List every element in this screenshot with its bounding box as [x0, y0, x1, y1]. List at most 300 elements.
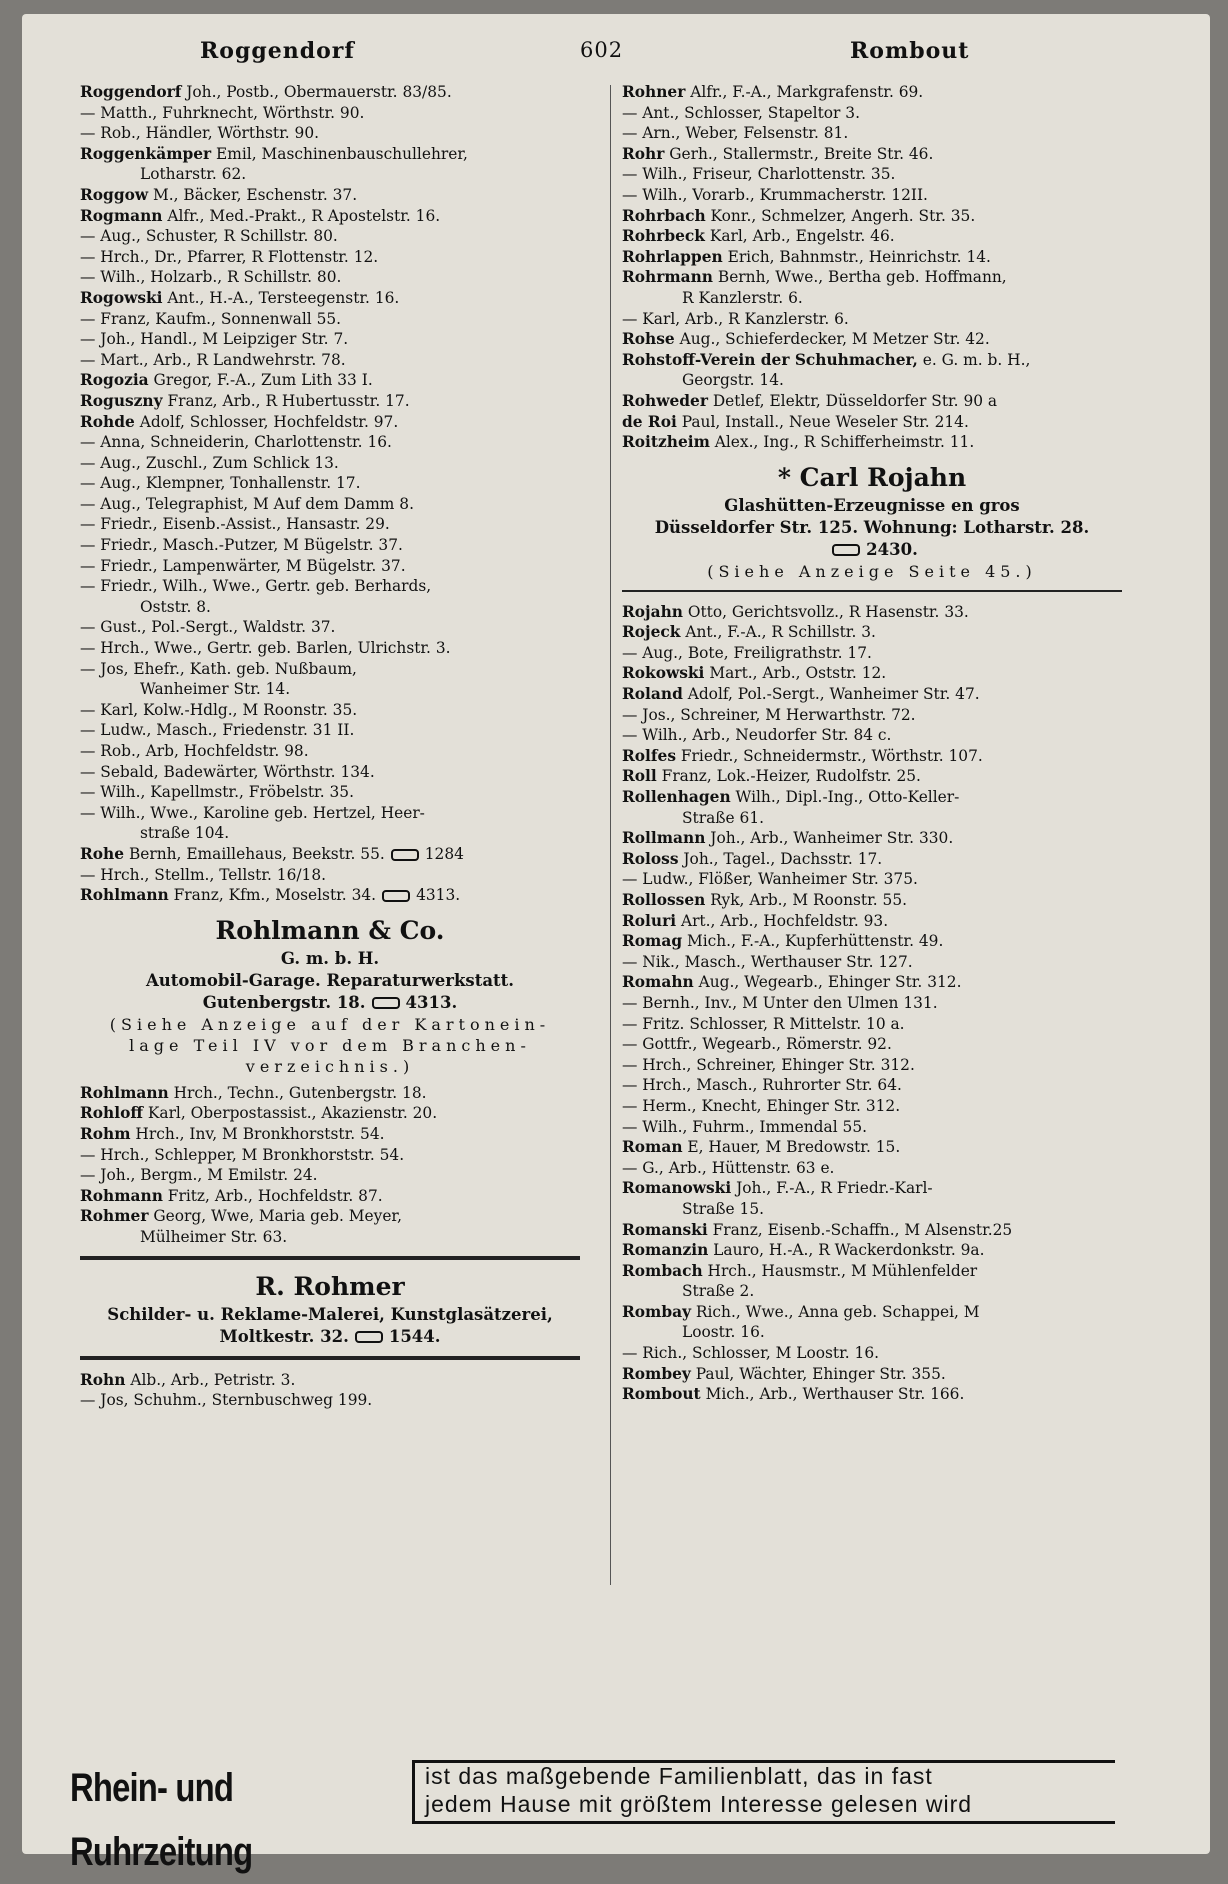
ad-rohlmann [80, 914, 580, 1077]
directory-entry [622, 1220, 1122, 1241]
ad-title: * Carl Rojahn [777, 462, 967, 492]
entry-name: Rogowski [80, 288, 163, 307]
directory-entry [80, 865, 580, 886]
ad-see: lage Teil IV vor dem Branchen- [129, 1035, 531, 1055]
directory-entry [80, 720, 580, 741]
entry-name: de Roi [622, 412, 677, 431]
banner-box [412, 1760, 1115, 1824]
entry-name: Rohrbach [622, 206, 706, 225]
directory-entry [622, 1261, 1122, 1282]
entry-text: — Gust., Pol.-Sergt., Waldstr. 37. [80, 618, 336, 637]
entry-text: Hrch., Techn., Gutenbergstr. 18. [168, 1083, 427, 1102]
entry-text: — Karl, Kolw.-Hdlg., M Roonstr. 35. [80, 700, 358, 719]
column-divider [610, 85, 611, 1585]
directory-entry [80, 288, 580, 309]
entry-text: — Friedr., Wilh., Wwe., Gertr. geb. Berhards, [80, 577, 432, 596]
entry-name: Rollmann [622, 829, 706, 848]
entry-text: Aug., Schieferdecker, M Metzer Str. 42. [674, 330, 990, 349]
rule [80, 1356, 580, 1360]
entry-text: — Friedr., Eisenb.-Assist., Hansastr. 29. [80, 515, 390, 534]
entry-name: Rohse [622, 330, 675, 349]
entry-text: Detlef, Elektr, Düsseldorfer Str. 90 a [707, 391, 998, 410]
entry-text: Erich, Bahnmstr., Heinrichstr. 14. [722, 247, 991, 266]
entry-text: — Aug., Bote, Freiligrathstr. 17. [622, 643, 872, 662]
entry-text: — Bernh., Inv., M Unter den Ulmen 131. [622, 993, 938, 1012]
directory-entry [80, 453, 580, 474]
entry-text: — Joh., Handl., M Leipziger Str. 7. [80, 330, 349, 349]
entry-text: Wanheimer Str. 14. [140, 680, 291, 699]
entry-name: Rollenhagen [622, 788, 731, 807]
entry-name: Rombach [622, 1261, 703, 1280]
directory-entry [80, 350, 580, 371]
directory-entry [80, 1124, 580, 1145]
entry-name: Roguszny [80, 391, 163, 410]
entry-name: Rohner [622, 83, 686, 101]
directory-entry [80, 432, 580, 453]
newspaper-banner [70, 1756, 1122, 1874]
directory-entry [622, 1240, 1122, 1261]
entry-text: — Wilh., Holzarb., R Schillstr. 80. [80, 268, 342, 287]
entry-name: Rohlmann [80, 1083, 169, 1102]
directory-entry [622, 309, 1122, 330]
entry-text: Joh., F.-A., R Friedr.-Karl- [731, 1179, 933, 1198]
entry-name: Roloss [622, 849, 679, 868]
directory-entry [622, 391, 1122, 412]
directory-entry [80, 144, 580, 165]
entry-name: Roggendorf [80, 83, 182, 101]
directory-entry [80, 1165, 580, 1186]
entry-text: Fritz, Arb., Hochfeldstr. 87. [162, 1186, 383, 1205]
entry-name: Rohrmann [622, 268, 713, 287]
directory-entry [622, 1117, 1122, 1138]
directory-entry [80, 844, 580, 865]
ad-rojahn [622, 461, 1122, 582]
directory-entry [622, 206, 1122, 227]
directory-entry [80, 494, 580, 515]
directory-entry [80, 679, 580, 700]
directory-entry [80, 803, 580, 824]
directory-entry [622, 622, 1122, 643]
directory-entry [622, 643, 1122, 664]
directory-entry [622, 370, 1122, 391]
directory-entry [622, 1055, 1122, 1076]
entry-text: — Jos., Schreiner, M Herwarthstr. 72. [622, 705, 916, 724]
directory-entry [622, 725, 1122, 746]
entry-text: Paul, Install., Neue Weseler Str. 214. [676, 412, 969, 431]
page-number: 602 [580, 38, 624, 62]
ad-see: (Siehe Anzeige Seite 45.) [707, 561, 1037, 581]
entry-text: Lauro, H.-A., R Wackerdonkstr. 9a. [708, 1241, 985, 1260]
telephone-icon [832, 544, 860, 556]
ad-address: Düsseldorfer Str. 125. Wohnung: Lotharstr. 28. [654, 517, 1090, 537]
directory-entry [622, 144, 1122, 165]
directory-entry [622, 1384, 1122, 1405]
entry-text: — Hrch., Stellm., Tellstr. 16/18. [80, 865, 327, 884]
entry-text: Straße 2. [682, 1282, 755, 1301]
directory-entry [622, 1199, 1122, 1220]
entry-list [622, 82, 1122, 453]
directory-entry [622, 164, 1122, 185]
directory-entry [80, 226, 580, 247]
directory-entry [622, 602, 1122, 623]
ad-address: Gutenbergstr. 18. 4313. [202, 992, 458, 1012]
entry-name: Roggow [80, 185, 149, 204]
ad-title: Rohlmann & Co. [215, 915, 445, 945]
directory-entry [80, 700, 580, 721]
entry-name: Rombout [622, 1385, 701, 1404]
directory-entry [80, 885, 580, 906]
entry-text: — Anna, Schneiderin, Charlottenstr. 16. [80, 433, 392, 452]
directory-entry [622, 972, 1122, 993]
directory-entry [622, 766, 1122, 787]
directory-entry [80, 82, 580, 103]
entry-text: Oststr. 8. [140, 597, 211, 616]
directory-entry [622, 1343, 1122, 1364]
entry-name: Rohm [80, 1124, 131, 1143]
entry-text: — Rich., Schlosser, M Loostr. 16. [622, 1344, 880, 1363]
entry-text: — Wilh., Vorarb., Krummacherstr. 12II. [622, 185, 928, 204]
entry-name: Rojeck [622, 623, 681, 642]
entry-text: — Mart., Arb., R Landwehrstr. 78. [80, 350, 346, 369]
entry-text: Joh., Tagel., Dachsstr. 17. [678, 849, 883, 868]
entry-name: Rojahn [622, 602, 683, 621]
directory-entry [622, 247, 1122, 268]
entry-text: Bernh, Emaillehaus, Beekstr. 55. [124, 844, 385, 863]
entry-name: Rogmann [80, 206, 163, 225]
entry-name: Rohe [80, 844, 125, 863]
entry-text: — Franz, Kaufm., Sonnenwall 55. [80, 309, 342, 328]
entry-name: Rogozia [80, 371, 149, 390]
directory-entry [80, 556, 580, 577]
entry-text: Rich., Wwe., Anna geb. Schappei, M [691, 1302, 980, 1321]
directory-entry [622, 993, 1122, 1014]
entry-text: Georg, Wwe, Maria geb. Meyer, [148, 1207, 402, 1226]
entry-text: — Hrch., Dr., Pfarrer, R Flottenstr. 12. [80, 247, 379, 266]
entry-text: — Jos, Ehefr., Kath. geb. Nußbaum, [80, 659, 357, 678]
entry-list [80, 1083, 580, 1248]
directory-entry [80, 391, 580, 412]
entry-text: Paul, Wächter, Ehinger Str. 355. [690, 1364, 946, 1383]
entry-text: — Rob., Arb, Hochfeldstr. 98. [80, 742, 309, 760]
banner-brand: Rhein- und Ruhrzeitung [70, 1766, 253, 1874]
entry-text: Franz, Lok.-Heizer, Rudolfstr. 25. [656, 767, 921, 786]
entry-text: — Aug., Telegraphist, M Auf dem Damm 8. [80, 494, 414, 513]
entry-text: — Aug., Schuster, R Schillstr. 80. [80, 227, 338, 246]
entry-text: — Hrch., Schreiner, Ehinger Str. 312. [622, 1055, 915, 1074]
directory-entry [80, 247, 580, 268]
entry-text: — Ant., Schlosser, Stapeltor 3. [622, 103, 860, 122]
entry-text: — Sebald, Badewärter, Wörthstr. 134. [80, 762, 375, 781]
entry-text: — Ludw., Flößer, Wanheimer Str. 375. [622, 870, 918, 889]
entry-text: Georgstr. 14. [682, 371, 784, 390]
entry-name: Romanski [622, 1220, 708, 1239]
entry-text: M., Bäcker, Eschenstr. 37. [148, 185, 358, 204]
entry-text: Otto, Gerichtsvollz., R Hasenstr. 33. [682, 602, 969, 621]
entry-text: Aug., Wegearb., Ehinger Str. 312. [693, 973, 962, 992]
directory-entry [80, 659, 580, 680]
directory-entry [622, 185, 1122, 206]
entry-text: — Friedr., Lampenwärter, M Bügelstr. 37. [80, 556, 406, 575]
entry-text: Loostr. 16. [682, 1323, 765, 1342]
directory-entry [80, 1186, 580, 1207]
entry-text: Adolf, Pol.-Sergt., Wanheimer Str. 47. [682, 685, 980, 704]
directory-entry [622, 1034, 1122, 1055]
directory-entry [80, 741, 580, 762]
entry-text: — Aug., Zuschl., Zum Schlick 13. [80, 453, 339, 472]
entry-text: — Hrch., Masch., Ruhrorter Str. 64. [622, 1076, 902, 1095]
banner-line: ist das maßgebende Familienblatt, das in fast [425, 1763, 933, 1789]
directory-entry [80, 535, 580, 556]
ad-rohmer [80, 1270, 580, 1348]
entry-text: Ant., F.-A., R Schillstr. 3. [680, 623, 876, 642]
entry-text: Konr., Schmelzer, Angerh. Str. 35. [705, 206, 976, 225]
entry-text: Art., Arb., Hochfeldstr. 93. [676, 911, 889, 930]
header-left: Roggendorf [200, 38, 355, 64]
entry-text: — Wilh., Wwe., Karoline geb. Hertzel, Heer- [80, 803, 425, 822]
directory-entry [622, 103, 1122, 124]
directory-entry [80, 1103, 580, 1124]
directory-entry [622, 1322, 1122, 1343]
entry-list [622, 602, 1122, 1405]
entry-text: Straße 61. [682, 808, 765, 827]
directory-entry [80, 370, 580, 391]
directory-entry [622, 288, 1122, 309]
rule [80, 1256, 580, 1260]
ad-see: (Siehe Anzeige auf der Kartonein- [109, 1014, 551, 1034]
directory-entry [622, 1281, 1122, 1302]
directory-entry [80, 1145, 580, 1166]
entry-text: Karl, Arb., Engelstr. 46. [704, 227, 895, 246]
entry-name: Roll [622, 767, 657, 786]
directory-entry [622, 911, 1122, 932]
directory-entry [622, 1014, 1122, 1035]
directory-entry [622, 432, 1122, 453]
entry-phone: 1284 [424, 844, 464, 863]
entry-phone: 4313. [416, 886, 461, 905]
entry-text: Gregor, F.-A., Zum Lith 33 I. [148, 371, 373, 390]
directory-entry [622, 412, 1122, 433]
entry-text: Alfr., F.-A., Markgrafenstr. 69. [685, 83, 924, 101]
entry-text: Hrch., Inv, M Bronkhorststr. 54. [130, 1124, 385, 1143]
entry-text: Emil, Maschinenbauschullehrer, [211, 144, 468, 163]
directory-entry [622, 226, 1122, 247]
entry-name: Rohr [622, 144, 665, 163]
directory-entry [80, 617, 580, 638]
entry-text: R Kanzlerstr. 6. [682, 288, 803, 307]
directory-entry [80, 597, 580, 618]
directory-entry [622, 890, 1122, 911]
telephone-icon [382, 890, 410, 902]
directory-entry [622, 746, 1122, 767]
entry-name: Rohn [80, 1370, 126, 1389]
directory-entry [622, 684, 1122, 705]
directory-entry [80, 1083, 580, 1104]
directory-entry [80, 576, 580, 597]
directory-entry [622, 869, 1122, 890]
entry-text: Alfr., Med.-Prakt., R Apostelstr. 16. [162, 206, 441, 225]
entry-name: Roggenkämper [80, 144, 212, 163]
banner-line: jedem Hause mit größtem Interesse gelesen wird [425, 1791, 973, 1817]
directory-entry [622, 329, 1122, 350]
entry-text: Straße 15. [682, 1199, 765, 1218]
directory-page [70, 30, 1122, 1874]
entry-text: Franz, Eisenb.-Schaffn., M Alsenstr.25 [707, 1220, 1013, 1239]
entry-text: — Wilh., Friseur, Charlottenstr. 35. [622, 165, 896, 184]
directory-entry [622, 808, 1122, 829]
entry-name: Rokowski [622, 664, 705, 683]
telephone-icon [372, 997, 400, 1009]
directory-entry [80, 1370, 580, 1391]
telephone-icon [355, 1331, 383, 1343]
directory-entry [80, 1227, 580, 1248]
directory-entry [80, 123, 580, 144]
entry-text: straße 104. [140, 824, 230, 843]
entry-text: — Wilh., Kapellmstr., Fröbelstr. 35. [80, 783, 354, 802]
directory-entry [622, 663, 1122, 684]
ad-see: verzeichnis.) [245, 1056, 415, 1076]
entry-name: Rohweder [622, 391, 708, 410]
ad-line: Automobil-Garage. Reparaturwerkstatt. [145, 970, 515, 990]
entry-name: Rohlmann [80, 886, 169, 905]
ad-title: R. Rohmer [255, 1271, 405, 1301]
entry-text: E, Hauer, M Bredowstr. 15. [682, 1138, 901, 1157]
entry-text: — Wilh., Fuhrm., Immendal 55. [622, 1117, 868, 1136]
directory-entry [80, 185, 580, 206]
entry-text: — Arn., Weber, Felsenstr. 81. [622, 124, 849, 143]
ad-line: Glashütten-Erzeugnisse en gros [724, 495, 1020, 515]
entry-list [80, 82, 580, 906]
entry-text: — Wilh., Arb., Neudorfer Str. 84 c. [622, 726, 892, 745]
entry-name: Rohmann [80, 1186, 163, 1205]
directory-entry [622, 1178, 1122, 1199]
directory-entry [622, 82, 1122, 103]
entry-name: Rolfes [622, 746, 676, 765]
directory-entry [80, 473, 580, 494]
telephone-icon [391, 849, 419, 861]
entry-text: Friedr., Schneidermstr., Wörthstr. 107. [675, 746, 983, 765]
entry-text: Hrch., Hausmstr., M Mühlenfelder [702, 1261, 978, 1280]
entry-text: Ant., H.-A., Tersteegenstr. 16. [162, 288, 400, 307]
directory-entry [622, 123, 1122, 144]
entry-name: Rombey [622, 1364, 691, 1383]
entry-text: Ryk, Arb., M Roonstr. 55. [705, 891, 908, 909]
entry-text: Alb., Arb., Petristr. 3. [125, 1370, 296, 1389]
directory-entry [622, 1302, 1122, 1323]
entry-name: Romahn [622, 973, 694, 992]
directory-entry [622, 931, 1122, 952]
directory-entry [80, 164, 580, 185]
entry-text: Joh., Postb., Obermauerstr. 83/85. [181, 83, 452, 101]
entry-name: Roland [622, 685, 683, 704]
directory-entry [622, 267, 1122, 288]
entry-text: — Herm., Knecht, Ehinger Str. 312. [622, 1096, 901, 1115]
directory-entry [80, 823, 580, 844]
entry-text: — Fritz. Schlosser, R Mittelstr. 10 a. [622, 1014, 905, 1033]
directory-entry [622, 849, 1122, 870]
directory-entry [622, 828, 1122, 849]
entry-text: Bernh, Wwe., Bertha geb. Hoffmann, [713, 268, 1007, 287]
directory-entry [622, 350, 1122, 371]
rule [622, 590, 1122, 592]
directory-entry [622, 1158, 1122, 1179]
entry-text: — Joh., Bergm., M Emilstr. 24. [80, 1166, 318, 1185]
entry-name: Roman [622, 1138, 683, 1157]
entry-text: — Nik., Masch., Werthauser Str. 127. [622, 952, 913, 971]
header-right: Rombout [850, 38, 970, 64]
ad-phone: 2430. [622, 539, 1122, 561]
entry-text: Alex., Ing., R Schifferheimstr. 11. [709, 433, 975, 452]
entry-text: — Ludw., Masch., Friedenstr. 31 II. [80, 721, 355, 740]
entry-name: Romanowski [622, 1179, 732, 1198]
ad-subtitle: G. m. b. H. [280, 948, 380, 968]
entry-text: e. G. m. b. H., [917, 350, 1031, 369]
entry-name: Rombay [622, 1302, 692, 1321]
entry-list [80, 1370, 580, 1411]
directory-entry [80, 1206, 580, 1227]
entry-text: Mülheimer Str. 63. [140, 1227, 288, 1246]
entry-name: Roluri [622, 911, 677, 930]
ad-line: Schilder- u. Reklame-Malerei, Kunstglasätzerei, [107, 1304, 553, 1324]
entry-name: Rohloff [80, 1104, 143, 1123]
entry-text: Franz, Kfm., Moselstr. 34. [168, 886, 377, 905]
directory-entry [622, 705, 1122, 726]
directory-entry [80, 412, 580, 433]
entry-text: — G., Arb., Hüttenstr. 63 e. [622, 1158, 835, 1177]
entry-name: Rohstoff-Verein der Schuhmacher, [622, 350, 918, 369]
entry-name: Rohmer [80, 1207, 149, 1226]
entry-text: Mart., Arb., Oststr. 12. [704, 664, 887, 683]
entry-name: Roitzheim [622, 433, 710, 452]
directory-entry [80, 309, 580, 330]
directory-entry [622, 787, 1122, 808]
entry-text: Karl, Oberpostassist., Akazienstr. 20. [143, 1104, 438, 1123]
entry-text: Wilh., Dipl.-Ing., Otto-Keller- [730, 788, 960, 807]
entry-name: Romag [622, 932, 683, 951]
directory-entry [80, 329, 580, 350]
entry-text: Mich., F.-A., Kupferhüttenstr. 49. [682, 932, 944, 951]
directory-entry [80, 514, 580, 535]
ad-address: Moltkestr. 32. 1544. [219, 1326, 441, 1346]
entry-text: Gerh., Stallermstr., Breite Str. 46. [664, 144, 934, 163]
entry-text: Mich., Arb., Werthauser Str. 166. [700, 1385, 965, 1404]
directory-entry [80, 267, 580, 288]
entry-text: — Rob., Händler, Wörthstr. 90. [80, 124, 320, 143]
entry-text: Joh., Arb., Wanheimer Str. 330. [705, 829, 954, 848]
entry-text: Franz, Arb., R Hubertusstr. 17. [162, 391, 410, 410]
entry-name: Rohrlappen [622, 247, 723, 266]
entry-name: Rohde [80, 412, 135, 431]
directory-entry [80, 638, 580, 659]
directory-entry [80, 206, 580, 227]
left-column [80, 82, 580, 1411]
directory-entry [622, 1096, 1122, 1117]
right-column [622, 82, 1122, 1405]
entry-text: — Hrch., Wwe., Gertr. geb. Barlen, Ulrichstr. 3. [80, 639, 451, 658]
directory-entry [80, 1390, 580, 1411]
directory-entry [622, 1137, 1122, 1158]
directory-entry [622, 1364, 1122, 1385]
entry-text: Lotharstr. 62. [140, 165, 247, 184]
entry-text: — Friedr., Masch.-Putzer, M Bügelstr. 37. [80, 536, 403, 555]
directory-entry [80, 762, 580, 783]
directory-entry [622, 952, 1122, 973]
entry-text: — Gottfr., Wegearb., Römerstr. 92. [622, 1035, 892, 1054]
entry-text: — Karl, Arb., R Kanzlerstr. 6. [622, 309, 849, 328]
entry-text: — Aug., Klempner, Tonhallenstr. 17. [80, 474, 361, 493]
entry-text: — Hrch., Schlepper, M Bronkhorststr. 54. [80, 1145, 405, 1164]
entry-text: — Jos, Schuhm., Sternbuschweg 199. [80, 1391, 373, 1410]
entry-text: — Matth., Fuhrknecht, Wörthstr. 90. [80, 103, 365, 122]
